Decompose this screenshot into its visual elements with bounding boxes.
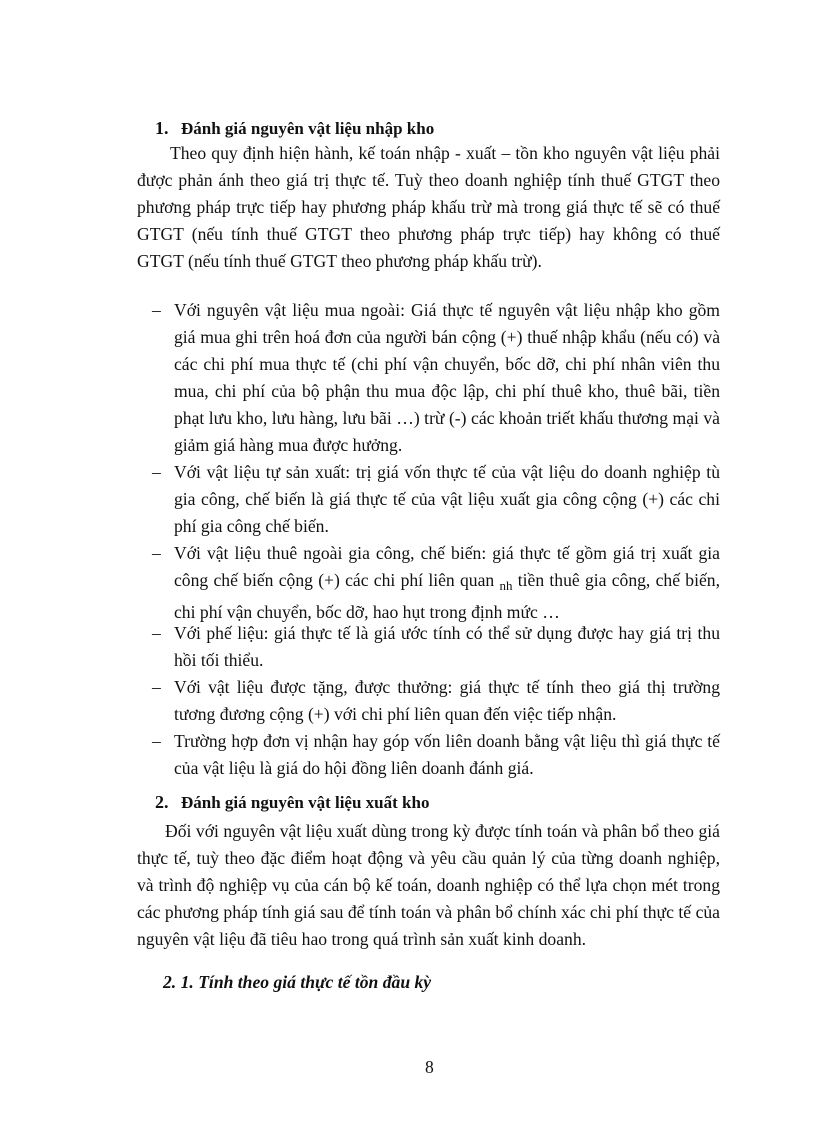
- section2-intro: Đối với nguyên vật liệu xuất dùng trong kỳ được tính toán và phân bổ theo giá thực tế, tuỳ theo đặc điểm hoạt động và yêu cầu quản lý của từng doanh nghiệp, và trình độ nghiệp vụ của cán bộ kế toán, doanh nghiệp có thể lựa chọn mét trong các phương pháp tính giá sau để tính toán và phân bổ chính xác chi phí thực tế của nguyên vật liệu đã tiêu hao trong quá trình sản xuất kinh doanh.: [137, 821, 720, 949]
- bullet-text: Với vật liệu tự sản xuất: trị giá vốn thực tế của vật liệu do doanh nghiệp tù gia công, chế biến là giá thực tế của vật liệu xuất gia công cộng (+) các chi phí gia công chế biến.: [174, 462, 720, 536]
- dash-marker: –: [152, 677, 161, 697]
- dash-marker: –: [152, 462, 161, 482]
- bullet-self-produced: [152, 459, 720, 540]
- dash-marker: –: [152, 623, 161, 643]
- bullet-text: Trường hợp đơn vị nhận hay góp vốn liên doanh bằng vật liệu thì giá thực tế của vật liệu là giá do hội đồng liên doanh đánh giá.: [174, 731, 720, 778]
- dash-marker: –: [152, 300, 161, 320]
- bullet-purchased-materials: [152, 297, 720, 459]
- section2-heading: [155, 792, 429, 813]
- dash-marker: –: [152, 543, 161, 563]
- bullet-text: Với nguyên vật liệu mua ngoài: Giá thực tế nguyên vật liệu nhập kho gồm giá mua ghi trên hoá đơn của người bán cộng (+) thuế nhập khẩu (nếu có) và các chi phí mua thực tế (chi phí vận chuyển, bốc dỡ, chi phí nhân viên thu mua, chi phí của bộ phận thu mua độc lập, chi phí thuê kho, thuê bãi, tiền phạt lưu kho, lưu hàng, lưu bãi …) trừ (-) các khoản triết khấu thương mại và giảm giá hàng mua được hưởng.: [174, 300, 720, 455]
- page-number: 8: [425, 1057, 434, 1077]
- bullet-scrap: [152, 620, 720, 674]
- bullet-text-tail: tiền thuê gia công, chế biến, chi phí vận chuyển, bốc dỡ, hao hụt trong định mức …: [174, 570, 720, 622]
- section2-title: Đánh giá nguyên vật liệu xuất kho: [181, 793, 430, 812]
- bullet-outsourced-processing: [152, 540, 720, 626]
- bullet-text: Với vật liệu thuê ngoài gia công, chế biến: giá thực tế gồm giá trị xuất gia công chế biến cộng (+) các chi phí liên quan: [174, 543, 720, 590]
- section1-title: Đánh giá nguyên vật liệu nhập kho: [181, 119, 435, 138]
- section1-number: 1.: [155, 118, 169, 138]
- bullet-text: Với vật liệu được tặng, được thưởng: giá thực tế tính theo giá thị trường tương đương cộng (+) với chi phí liên quan đến việc tiếp nhận.: [174, 677, 720, 724]
- subsection-heading: 2. 1. Tính theo giá thực tế tồn đầu kỳ: [163, 972, 432, 992]
- dash-marker: –: [152, 731, 161, 751]
- section2-number: 2.: [155, 792, 169, 812]
- bullet-capital-contribution: [152, 728, 720, 782]
- bullet-donated: [152, 674, 720, 728]
- section1-heading: [155, 118, 434, 139]
- subscript-fragment: nh: [499, 578, 513, 593]
- section1-intro: Theo quy định hiện hành, kế toán nhập - xuất – tồn kho nguyên vật liệu phải được phản ánh theo giá trị thực tế. Tuỳ theo doanh nghiệp tính thuế GTGT theo phương pháp trực tiếp hay phương pháp khấu trừ mà trong giá thực tế sẽ có thuế GTGT (nếu tính thuế GTGT theo phương pháp trực tiếp) hay không có thuế GTGT (nếu tính thuế GTGT theo phương pháp khấu trừ).: [137, 143, 720, 271]
- bullet-text: Với phế liệu: giá thực tế là giá ước tính có thể sử dụng được hay giá trị thu hồi tối thiểu.: [174, 623, 720, 670]
